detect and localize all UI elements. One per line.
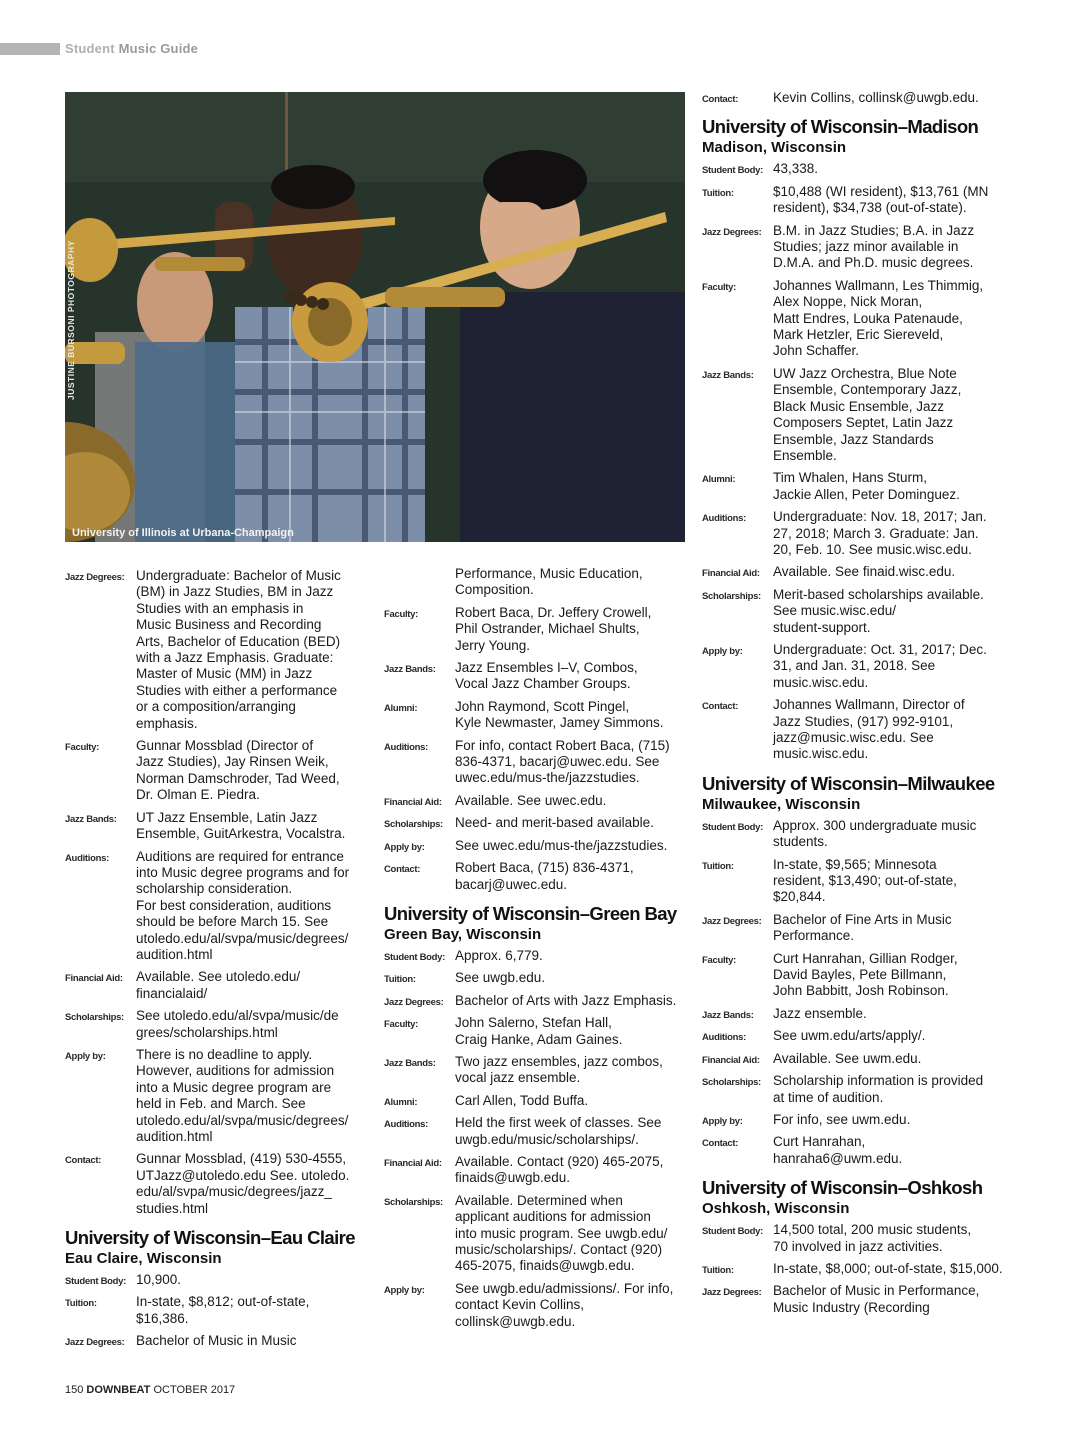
field-label: Alumni: (702, 474, 736, 486)
field-label: Auditions: (384, 1119, 428, 1131)
field-value: Curt Hanrahan, hanraha6@uwm.edu. (773, 1134, 903, 1166)
field-label: Jazz Degrees: (384, 996, 444, 1008)
column-2 (384, 566, 689, 1336)
listing-row (384, 1154, 689, 1187)
field-value: Carl Allen, Todd Buffa. (455, 1092, 589, 1108)
field-label: Student Body: (702, 1226, 764, 1238)
field-label: Jazz Bands: (702, 1009, 754, 1021)
listing-row (65, 568, 370, 732)
issue-date: OCTOBER 2017 (153, 1384, 236, 1396)
listing-row (702, 1112, 1007, 1128)
listing-row (384, 699, 689, 732)
listing-row (702, 1222, 1007, 1255)
field-value: Gunnar Mossblad (Director of Jazz Studies), Jay Rinsen Weik, Norman Damschroder, Tad Weed, Dr. Olman E. Piedra. (136, 738, 340, 803)
listing-row (702, 1261, 1007, 1277)
listing-row (702, 184, 1007, 217)
listing-row (65, 849, 370, 964)
field-value: Gunnar Mossblad, (419) 530-4555, UTJazz@utoledo.edu See. utoledo. edu/al/svpa/music/degrees/jazz_ studies.html (136, 1151, 350, 1216)
field-label: Scholarships: (702, 590, 761, 602)
listing-row (702, 278, 1007, 360)
field-value: Jazz ensemble. (773, 1005, 867, 1021)
listing-row (384, 970, 689, 986)
field-value: Kevin Collins, collinsk@uwgb.edu. (773, 90, 979, 105)
field-value: Bachelor of Fine Arts in Music Performance. (773, 911, 952, 944)
listing-row (702, 1134, 1007, 1167)
field-label: Tuition: (702, 860, 734, 872)
field-value: Undergraduate: Bachelor of Music (BM) in Jazz Studies, BM in Jazz Studies with an emphasis in Music Business and Recording Arts, Bachelor of Education (BED) with a Jazz Emphasis. Graduate: Master of Music (MM) in Jazz Studies with either a performance or a composition/arranging emphasis. (136, 568, 341, 731)
field-value: Available. See uwec.edu. (455, 792, 607, 808)
field-label: Contact: (702, 94, 739, 105)
field-label: Alumni: (384, 702, 418, 714)
page-footer (65, 1384, 235, 1396)
listing-row (65, 1008, 370, 1041)
listing-row (702, 642, 1007, 691)
field-value: Bachelor of Music in Music (136, 1333, 297, 1349)
field-label: Scholarships: (702, 1077, 761, 1089)
field-value: Undergraduate: Oct. 31, 2017; Dec. 31, and Jan. 31, 2018. See music.wisc.edu. (773, 641, 987, 690)
field-value: See uwgb.edu/admissions/. For info, contact Kevin Collins, collinsk@uwgb.edu. (455, 1280, 674, 1329)
field-label: Contact: (384, 864, 421, 876)
photo-caption: University of Illinois at Urbana-Champaign (72, 527, 294, 539)
field-label: Tuition: (702, 187, 734, 199)
field-value: There is no deadline to apply. However, auditions for admission into a Music degree program are held in Feb. and March. See utoledo.edu/al/svpa/music/degrees/ audition.html (136, 1046, 349, 1144)
field-label: Faculty: (384, 1019, 419, 1031)
field-value: John Salerno, Stefan Hall, Craig Hanke, Adam Gaines. (455, 1015, 623, 1047)
listing-row (65, 738, 370, 804)
field-value: Robert Baca, (715) 836-4371, bacarj@uwec.edu. (455, 860, 634, 892)
listing-row (702, 857, 1007, 906)
listing-row (65, 1333, 370, 1349)
field-label: Faculty: (702, 954, 737, 966)
field-value: B.M. in Jazz Studies; B.A. in Jazz Studies; jazz minor available in D.M.A. and Ph.D. music degrees. (773, 222, 975, 271)
listing-row (702, 1073, 1007, 1106)
listing-row (702, 223, 1007, 272)
listing-row (65, 810, 370, 843)
field-value: See uwm.edu/arts/apply/. (773, 1028, 926, 1044)
listing-row (702, 1051, 1007, 1067)
field-label: Jazz Degrees: (702, 226, 762, 238)
listing-row (702, 161, 1007, 177)
listing-row (384, 1093, 689, 1109)
field-label: Alumni: (384, 1096, 418, 1108)
field-label: Student Body: (384, 951, 446, 963)
field-value: Approx. 300 undergraduate music students. (773, 817, 977, 850)
field-value: UT Jazz Ensemble, Latin Jazz Ensemble, GuitArkestra, Vocalstra. (136, 809, 346, 842)
field-value: Bachelor of Arts with Jazz Emphasis. (455, 992, 677, 1008)
field-label: Tuition: (702, 1264, 734, 1276)
school-city: Madison, Wisconsin (702, 139, 847, 157)
field-label: Faculty: (65, 742, 100, 754)
field-value: Held the first week of classes. See uwgb.edu/music/scholarships/. (455, 1115, 662, 1147)
field-label: Financial Aid: (384, 796, 442, 808)
field-label: Tuition: (65, 1298, 97, 1310)
listing-row (384, 815, 689, 831)
school-name: University of Wisconsin–Eau Claire (65, 1227, 355, 1249)
field-value: Scholarship information is provided at time of audition. (773, 1073, 984, 1105)
section-header-light: Student (65, 41, 119, 56)
field-label: Financial Aid: (702, 1054, 760, 1066)
school-name: University of Wisconsin–Oshkosh (702, 1177, 983, 1199)
listing-row (384, 605, 689, 654)
field-value: Robert Baca, Dr. Jeffery Crowell, Phil Ostrander, Michael Shults, Jerry Young. (455, 604, 652, 653)
field-value: For info, see uwm.edu. (773, 1111, 911, 1127)
listing-row (702, 1028, 1007, 1044)
school-city: Eau Claire, Wisconsin (65, 1250, 222, 1268)
listing-row (702, 366, 1007, 464)
listing-row (384, 1115, 689, 1148)
school-city: Milwaukee, Wisconsin (702, 795, 861, 813)
field-label: Apply by: (384, 841, 425, 853)
field-label: Auditions: (65, 852, 109, 864)
listing-row (65, 1151, 370, 1217)
field-value: See uwec.edu/mus-the/jazzstudies. (455, 837, 668, 853)
photo-illustration (65, 92, 685, 542)
field-label: Faculty: (384, 608, 419, 620)
field-value: Curt Hanrahan, Gillian Rodger, David Bayles, Pete Billmann, John Babbitt, Josh Robinson. (773, 950, 958, 999)
field-value: In-state, $9,565; Minnesota resident, $13,490; out-of-state, $20,844. (773, 856, 957, 905)
field-value: Approx. 6,779. (455, 947, 543, 963)
listing-row (702, 818, 1007, 851)
field-label: Jazz Degrees: (702, 915, 762, 927)
field-label: Scholarships: (384, 819, 443, 831)
field-label: Apply by: (65, 1050, 106, 1062)
listing-row (384, 948, 689, 964)
field-value: For info, contact Robert Baca, (715) 836-4371, bacarj@uwec.edu. See uwec.edu/mus-the/jazzstudies. (455, 737, 670, 786)
listing-row (702, 1006, 1007, 1022)
field-value: Available. Contact (920) 465-2075, finaids@uwgb.edu. (455, 1153, 664, 1186)
column-3 (702, 90, 1007, 1322)
field-label: Apply by: (702, 645, 743, 657)
field-label: Jazz Bands: (384, 664, 436, 676)
listing-row (702, 564, 1007, 580)
field-value: Auditions are required for entrance into Music degree programs and for scholarship consideration. For best consideration, auditions should be before March 15. See utoledo.edu/al/svpa/music/degrees/ audition.html (136, 848, 350, 962)
field-label: Jazz Bands: (65, 813, 117, 825)
listing-row (384, 993, 689, 1009)
field-label: Financial Aid: (384, 1157, 442, 1169)
column-1 (65, 568, 370, 1356)
page-number: 150 (65, 1384, 84, 1396)
field-label: Jazz Bands: (702, 369, 754, 381)
listing-row (384, 1281, 689, 1330)
school-city: Green Bay, Wisconsin (384, 925, 542, 943)
listing-row (384, 838, 689, 854)
field-label: Faculty: (702, 281, 737, 293)
field-label: Auditions: (702, 513, 746, 525)
field-value: UW Jazz Orchestra, Blue Note Ensemble, Contemporary Jazz, Black Music Ensemble, Jazz Composers Septet, Latin Jazz Ensemble, Jazz Standards Ensemble. (773, 365, 962, 463)
listing-row (702, 951, 1007, 1000)
field-label: Contact: (702, 701, 739, 713)
header-bar (0, 43, 60, 55)
field-label: Apply by: (384, 1284, 425, 1296)
school-name: University of Wisconsin–Madison (702, 116, 979, 138)
field-label: Scholarships: (384, 1196, 443, 1208)
field-value: Bachelor of Music in Performance, Music Industry (Recording (773, 1283, 980, 1315)
magazine-name: DOWNBEAT (86, 1384, 151, 1396)
field-value: $10,488 (WI resident), $13,761 (MN resident), $34,738 (out-of-state). (773, 183, 989, 216)
field-value: In-state, $8,812; out-of-state, $16,386. (136, 1294, 310, 1326)
field-label: Student Body: (702, 821, 764, 833)
field-value: 10,900. (136, 1272, 182, 1288)
field-value: Jazz Ensembles I–V, Combos, Vocal Jazz Chamber Groups. (455, 660, 638, 692)
field-value: Undergraduate: Nov. 18, 2017; Jan. 27, 2018; March 3. Graduate: Jan. 20, Feb. 10. See music.wisc.edu. (773, 509, 987, 557)
field-value: John Raymond, Scott Pingel, Kyle Newmaster, Jamey Simmons. (455, 698, 664, 731)
photo-credit: JUSTINE BURSONI PHOTOGRAPHY (66, 240, 76, 400)
field-label: Contact: (702, 1138, 739, 1150)
listing-row (384, 1015, 689, 1048)
field-label: Student Body: (65, 1276, 127, 1288)
field-value: In-state, $8,000; out-of-state, $15,000. (773, 1260, 1003, 1276)
photo-trumpet-players (65, 92, 685, 542)
listing-row (384, 1193, 689, 1275)
listing-row (384, 860, 689, 893)
section-header-bold: Music Guide (118, 41, 199, 56)
listing-row (384, 738, 689, 787)
listing-row (384, 793, 689, 809)
field-label: Auditions: (702, 1032, 746, 1044)
listing-row (702, 697, 1007, 763)
listing-row (702, 912, 1007, 945)
field-label: Apply by: (702, 1115, 743, 1127)
field-value: Available. See utoledo.edu/ financialaid/ (136, 969, 301, 1001)
field-value: Johannes Wallmann, Director of Jazz Studies, (917) 992-9101, jazz@music.wisc.edu. See music.wisc.edu. (773, 697, 965, 762)
field-value: Need- and merit-based available. (455, 815, 654, 831)
field-value: See uwgb.edu. (455, 970, 546, 986)
listing-row (384, 1054, 689, 1087)
listing-row (65, 1047, 370, 1145)
section-header (65, 41, 198, 56)
listing-row (702, 1283, 1007, 1316)
field-label: Student Body: (702, 165, 764, 177)
field-value: Available. Determined when applicant auditions for admission into music program. See uwgb.edu/ music/scholarships/. Contact (920) 465-2075, finaids@uwgb.edu. (455, 1192, 668, 1274)
listing-row (702, 470, 1007, 503)
field-value: Two jazz ensembles, jazz combos, vocal jazz ensemble. (455, 1053, 663, 1086)
continued-text: Performance, Music Education, Composition. (455, 566, 643, 598)
field-value: Johannes Wallmann, Les Thimmig, Alex Noppe, Nick Moran, Matt Endres, Louka Patenaude, Mark Hetzler, Eric Siereveld, John Schaffer. (773, 277, 984, 359)
field-value: Tim Whalen, Hans Sturm, Jackie Allen, Peter Dominguez. (773, 470, 960, 502)
field-value: 43,338. (773, 161, 819, 177)
listing-row (65, 1294, 370, 1327)
field-value: 14,500 total, 200 music students, 70 involved in jazz activities. (773, 1222, 972, 1254)
listing-row (702, 509, 1007, 558)
field-label: Auditions: (384, 741, 428, 753)
listing-row (702, 90, 1007, 106)
field-label: Jazz Degrees: (702, 1287, 762, 1299)
listing-row (65, 969, 370, 1002)
field-value: Available. See finaid.wisc.edu. (773, 564, 956, 580)
field-label: Jazz Degrees: (65, 572, 125, 583)
field-label: Financial Aid: (65, 973, 123, 985)
field-value: See utoledo.edu/al/svpa/music/de grees/scholarships.html (136, 1008, 339, 1040)
field-value: Available. See uwm.edu. (773, 1050, 922, 1066)
listing-row (702, 587, 1007, 636)
field-label: Tuition: (384, 974, 416, 986)
field-label: Jazz Degrees: (65, 1337, 125, 1349)
listing-row (65, 1272, 370, 1288)
school-name: University of Wisconsin–Green Bay (384, 902, 677, 924)
field-label: Contact: (65, 1155, 102, 1167)
field-label: Jazz Bands: (384, 1057, 436, 1069)
field-value: Merit-based scholarships available. See music.wisc.edu/ student-support. (773, 586, 984, 635)
school-city: Oshkosh, Wisconsin (702, 1200, 850, 1218)
listing-row (384, 660, 689, 693)
field-label: Scholarships: (65, 1012, 124, 1024)
school-name: University of Wisconsin–Milwaukee (702, 772, 995, 794)
field-label: Financial Aid: (702, 568, 760, 580)
